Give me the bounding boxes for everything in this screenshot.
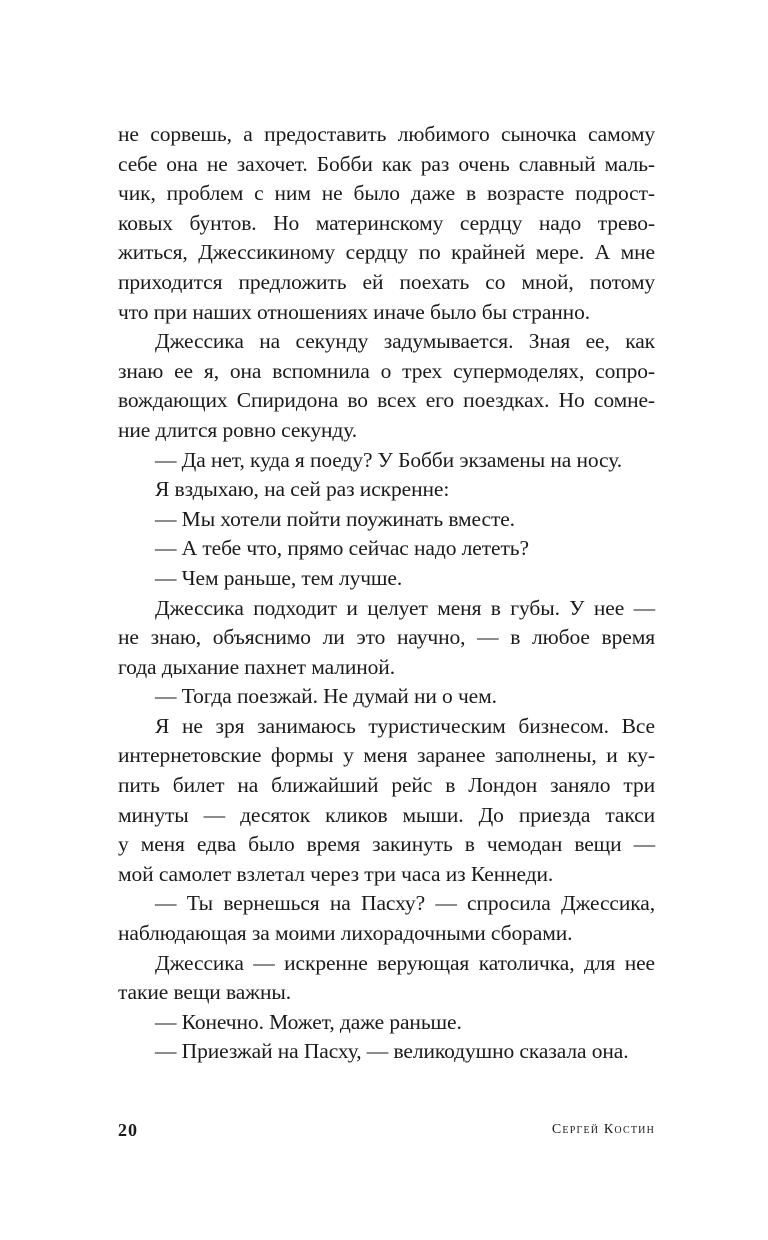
text-line: житься, Джессикиному сердцу по крайней мере. А мне [118, 240, 655, 265]
book-page-text [118, 120, 655, 1067]
text-line: Я вздыхаю, на сей раз искренне: [155, 477, 450, 502]
text-line: себе она не захочет. Бобби как раз очень славный маль- [118, 151, 655, 176]
text-line: года дыхание пахнет малиной. [118, 654, 395, 679]
text-line: — Конечно. Может, даже раньше. [155, 1009, 462, 1034]
text-line: интернетовские формы у меня заранее заполнены, и ку- [118, 743, 655, 768]
text-line: ние длится ровно секунду. [118, 417, 358, 442]
text-line: Я не зря занимаюсь туристическим бизнесом. Все [155, 713, 655, 738]
page-footer [118, 1120, 655, 1144]
text-line: что при наших отношениях иначе было бы странно. [118, 299, 591, 324]
page-number: 20 [118, 1120, 138, 1140]
text-line: Джессика — искренне верующая католичка, для нее [155, 950, 655, 975]
text-line: — Тогда поезжай. Не думай ни о чем. [155, 684, 497, 709]
text-line: ковых бунтов. Но материнскому сердцу надо трево- [118, 210, 655, 235]
text-line: — Чем раньше, тем лучше. [155, 565, 403, 590]
text-line: не знаю, объяснимо ли это научно, — в любое время [118, 625, 655, 650]
text-line: знаю ее я, она вспомнила о трех супермоделях, сопро- [118, 358, 655, 383]
text-line: чик, проблем с ним не было даже в возрасте подрост- [118, 181, 655, 206]
text-line: — А тебе что, прямо сейчас надо лететь? [155, 536, 529, 561]
text-line: минуты — десяток кликов мыши. До приезда такси [118, 802, 655, 827]
text-line: наблюдающая за моими лихорадочными сборами. [118, 921, 573, 946]
text-line: мой самолет взлетал через три часа из Кеннеди. [118, 861, 554, 886]
text-line: — Да нет, куда я поеду? У Бобби экзамены на носу. [155, 447, 622, 472]
text-line: приходится предложить ей поехать со мной, потому [118, 269, 655, 294]
text-line: — Ты вернешься на Пасху? — спросила Джессика, [155, 891, 655, 916]
text-line: Джессика подходит и целует меня в губы. У нее — [155, 595, 655, 620]
running-head-author: Сергей Костин [551, 1122, 655, 1137]
text-line: Джессика на секунду задумывается. Зная ее, как [155, 329, 655, 354]
text-line: — Приезжай на Пасху, — великодушно сказала она. [155, 1039, 629, 1064]
text-line: пить билет на ближайший рейс в Лондон заняло три [118, 773, 655, 798]
text-line: — Мы хотели пойти поужинать вместе. [155, 506, 515, 531]
text-line: вождающих Спиридона во всех его поездках. Но сомне- [118, 388, 655, 413]
text-line: не сорвешь, а предоставить любимого сыночка самому [118, 122, 655, 146]
text-line: такие вещи важны. [118, 980, 291, 1005]
text-line: у меня едва было время закинуть в чемодан вещи — [118, 832, 655, 857]
